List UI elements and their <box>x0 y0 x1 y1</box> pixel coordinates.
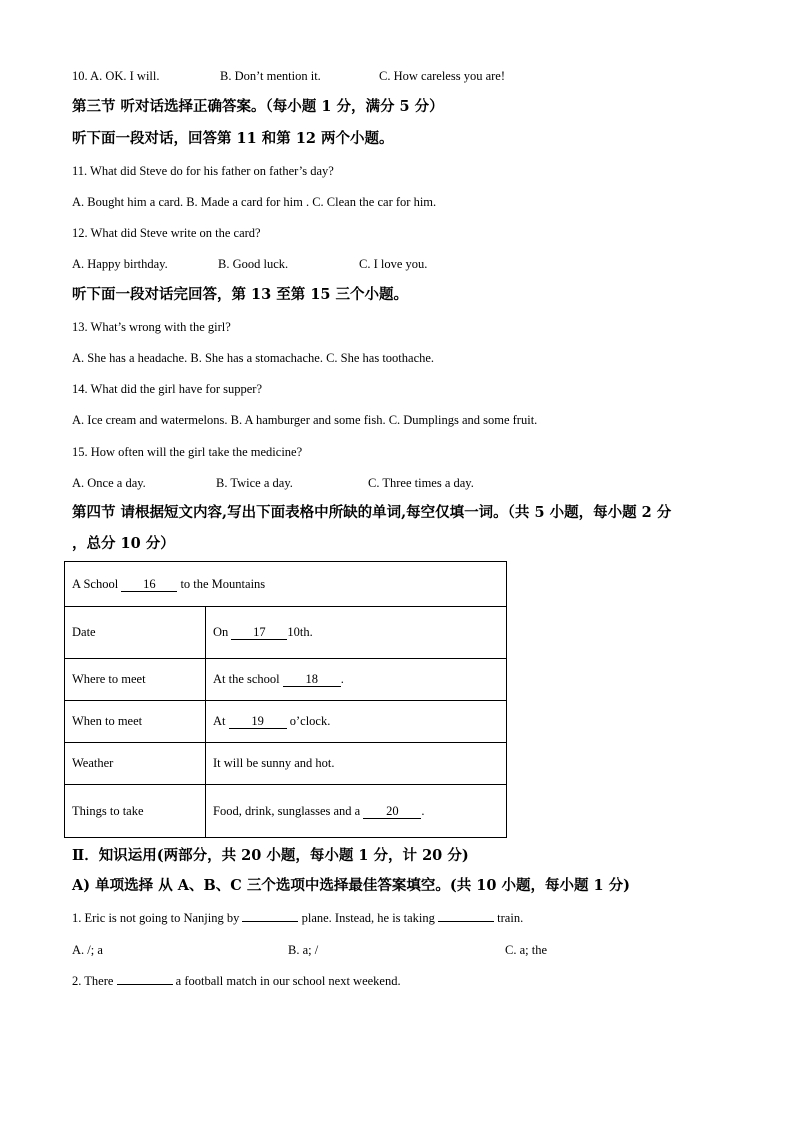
q15-option-a: A. Once a day. <box>72 476 146 490</box>
q15-option-b: B. Twice a day. <box>216 476 293 490</box>
part2-heading: Ⅱ．知识运用(两部分，共 20 小题，每小题 1 分，计 20 分) <box>72 847 469 864</box>
mc1-stem: 1. Eric is not going to Nanjing by plane. Instead, he is taking train. <box>72 911 524 925</box>
mc2-stem: 2. There a football match in our school next weekend. <box>72 974 401 988</box>
table-row <box>65 701 507 743</box>
q12-option-a: A. Happy birthday. <box>72 257 168 271</box>
table-title-row <box>65 562 507 607</box>
table-title-post: to the Mountains <box>180 576 266 591</box>
mc1-option-b: B. a; / <box>288 943 319 957</box>
q13-options: A. She has a headache. B. She has a stomachache. C. She has toothache. <box>72 351 435 365</box>
section4-heading-line1: 第四节 请根据短文内容,写出下面表格中所缺的单词,每空仅填一词。（共 5 小题，每小题 2 分 <box>72 504 672 521</box>
mc1-blank-2[interactable] <box>438 921 494 922</box>
q13-stem: 13. What’s wrong with the girl? <box>72 320 231 334</box>
q10-option-b: B. Don’t mention it. <box>220 69 321 83</box>
dialog2-instruction: 听下面一段对话完回答，第 13 至第 15 三个小题。 <box>72 286 409 303</box>
q15-stem: 15. How often will the girl take the medicine? <box>72 445 303 459</box>
q14-stem: 14. What did the girl have for supper? <box>72 382 262 396</box>
blank-20[interactable]: 20 <box>363 805 421 819</box>
q15-option-c: C. Three times a day. <box>368 476 474 490</box>
row-label-when: When to meet <box>65 701 206 743</box>
mc1-option-a: A. /; a <box>72 943 103 957</box>
table-row <box>65 743 507 785</box>
q12-option-c: C. I love you. <box>359 257 428 271</box>
row-label-where: Where to meet <box>65 659 206 701</box>
row-label-weather: Weather <box>65 743 206 785</box>
dialog1-instruction: 听下面一段对话，回答第 11 和第 12 两个小题。 <box>72 130 394 147</box>
blank-18[interactable]: 18 <box>283 673 341 687</box>
row-value-date: On 17 10th. <box>206 607 507 659</box>
table-row <box>65 607 507 659</box>
blank-16[interactable]: 16 <box>121 578 177 592</box>
trip-info-table <box>64 561 507 838</box>
row-value-where: At the school 18 . <box>206 659 507 701</box>
row-value-things: Food, drink, sunglasses and a 20 . <box>206 785 507 838</box>
mc2-blank[interactable] <box>117 984 173 985</box>
section3-heading: 第三节 听对话选择正确答案。（每小题 1 分，满分 5 分） <box>72 98 444 115</box>
q11-options: A. Bought him a card. B. Made a card for him . C. Clean the car for him. <box>72 195 437 209</box>
table-title-cell <box>65 562 507 607</box>
table-row <box>65 785 507 838</box>
row-value-when: At 19 o’clock. <box>206 701 507 743</box>
mc1-option-c: C. a; the <box>505 943 548 957</box>
table-title-pre: A School <box>72 576 119 591</box>
row-value-weather: It will be sunny and hot. <box>206 743 507 785</box>
mc1-blank-1[interactable] <box>242 921 298 922</box>
row-label-date: Date <box>65 607 206 659</box>
q14-options: A. Ice cream and watermelons. B. A hamburger and some fish. C. Dumplings and some fruit. <box>72 413 538 427</box>
row-label-things: Things to take <box>65 785 206 838</box>
q12-option-b: B. Good luck. <box>218 257 289 271</box>
q11-stem: 11. What did Steve do for his father on father’s day? <box>72 164 334 178</box>
partA-heading: A) 单项选择 从 A、B、C 三个选项中选择最佳答案填空。(共 10 小题，每小题 1 分) <box>72 877 631 894</box>
table-row <box>65 659 507 701</box>
q12-stem: 12. What did Steve write on the card? <box>72 226 261 240</box>
section4-heading-line2: ，总分 10 分） <box>72 535 175 552</box>
q10-option-c: C. How careless you are! <box>379 69 505 83</box>
blank-19[interactable]: 19 <box>229 715 287 729</box>
q10-option-a: 10. A. OK. I will. <box>72 69 160 83</box>
blank-17[interactable]: 17 <box>231 626 287 640</box>
